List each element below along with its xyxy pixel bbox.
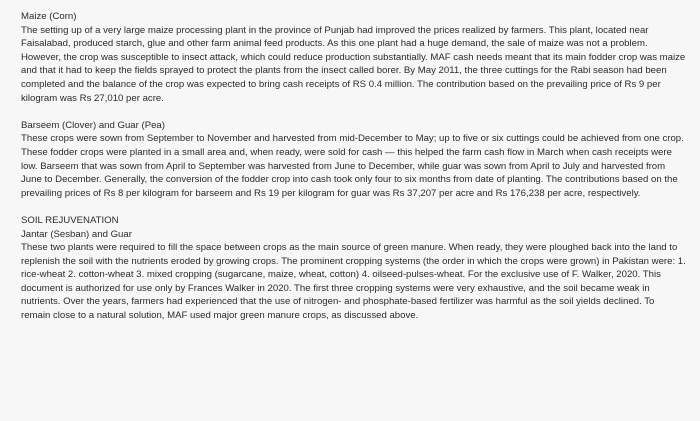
section-heading: Maize (Corn) xyxy=(21,11,77,22)
section-body: These two plants were required to fill the space between crops as the main source of green manure. When ready, they were ploughed back into the land to replenish the soil with the nutrients eroded by growing crops. The prominent cropping systems (the order in which the crops were grown) in Pakistan were: 1. rice-wheat 2. cotton-wheat 3. mixed cropping (sugarcane, maize, wheat, cotton) 4. oilseed-pulses-wheat. For the exclusive use of F. Walker, 2020. This document is authorized for use only by Frances Walker in 2020. The first three cropping systems were very exhaustive, and the soil became weak in nutrients. Over the years, farmers had experienced that the use of nitrogen- and phosphate-based fertilizer was harmful as the soil yields declined. To remain close to a natural solution, MAF used major green manure crops, as discussed above. xyxy=(21,242,686,322)
section-barseem-guar xyxy=(21,119,686,201)
section-body: These crops were sown from September to November and harvested from mid-December to May; up to five or six cuttings could be achieved from one crop. These fodder crops were planted in a small area and, when ready, were sold for cash — this helped the farm cash flow in March when cash receipts were low. Barseem that was sown from April to September was harvested from June to December, while guar was sown from April to July and harvested from June to December. Generally, the conversion of the fodder crop into cash took only four to six months from date of planting. The contributions based on the prevailing prices of Rs 8 per kilogram for barseem and Rs 19 per kilogram for guar was Rs 37,207 per acre and Rs 176,238 per acre, respectively. xyxy=(21,133,684,199)
section-heading: SOIL REJUVENATION xyxy=(21,214,119,226)
section-heading: Barseem (Clover) and Guar (Pea) xyxy=(21,119,165,131)
section-maize xyxy=(21,10,686,105)
section-soil-rejuvenation xyxy=(21,214,686,323)
section-body: The setting up of a very large maize processing plant in the province of Punjab had improved the prices realized by farmers. This plant, located near Faisalabad, produced starch, glue and other farm animal feed products. As this one plant had a huge demand, the sale of maize was not a problem. However, the crop was susceptible to insect attack, which could reduce production substantially. MAF cash needs meant that its main fodder crop was maize and that it had to keep the fields sprayed to protect the plants from the insect called borer. By May 2011, the three cuttings for the Rabi season had been completed and the balance of the crop was expected to bring cash receipts of RS 0.4 million. The contribution based on the prevailing price of Rs 9 per kilogram was Rs 27,010 per acre. xyxy=(21,24,686,104)
section-subheading: Jantar (Sesban) and Guar xyxy=(21,228,132,240)
